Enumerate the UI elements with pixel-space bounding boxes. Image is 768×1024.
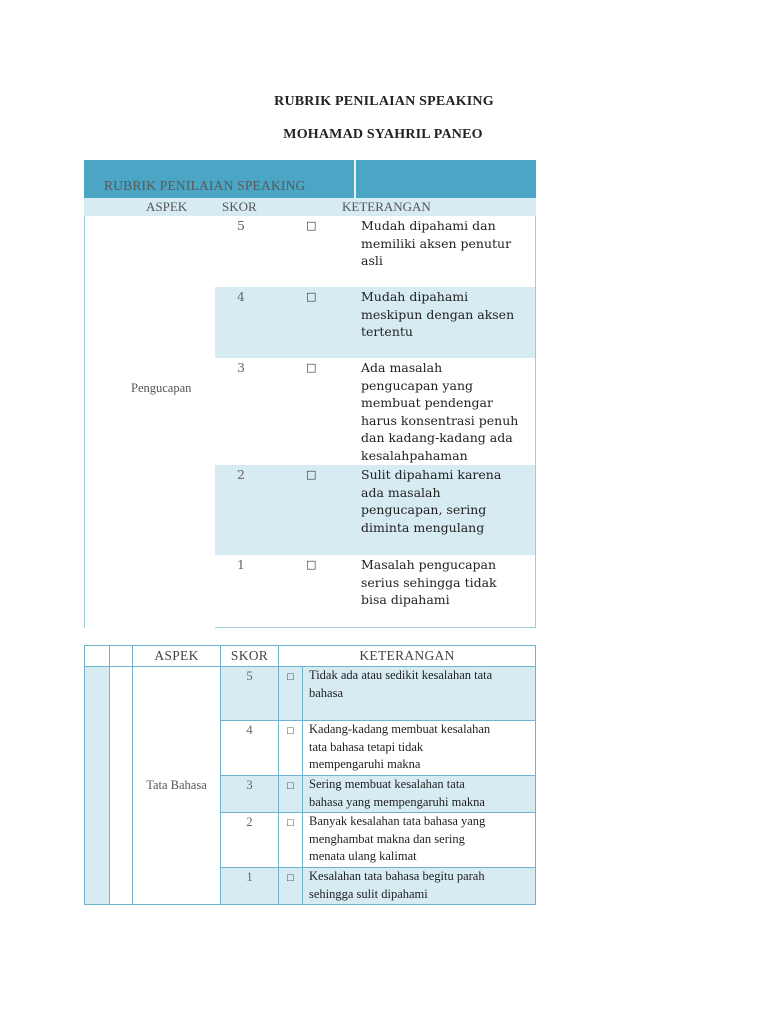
rubric-table-pengucapan (84, 160, 536, 628)
checkbox-icon: □ (306, 219, 317, 232)
table-row (215, 287, 536, 358)
keterangan-text: Mudah dipahami meskipun dengan aksen tertentu (361, 289, 515, 340)
keterangan-text: Kesalahan tata bahasa begitu parah sehingga sulit dipahami (303, 868, 536, 905)
checkbox-icon: □ (279, 667, 303, 721)
aspek-column (84, 216, 216, 628)
table-row (215, 555, 536, 627)
table-header-bar (84, 160, 536, 198)
skor-value: 4 (221, 721, 279, 776)
rubric-table-tata-bahasa (84, 645, 536, 905)
table-border-bottom (215, 627, 536, 628)
table-header-label: RUBRIK PENILAIAN SPEAKING (104, 178, 306, 193)
table-row (215, 216, 536, 287)
checkbox-icon: □ (279, 813, 303, 868)
keterangan-text: Kadang-kadang membuat kesalahan tata bahasa tetapi tidak mempengaruhi makna (303, 721, 536, 776)
skor-value: 1 (221, 868, 279, 905)
document-title: RUBRIK PENILAIAN SPEAKING (274, 94, 494, 109)
column-header-row (85, 646, 536, 667)
column-header-row (84, 198, 536, 216)
empty-cell (110, 667, 133, 905)
skor-value: 2 (221, 813, 279, 868)
keterangan-text: Mudah dipahami dan memiliki aksen penutur asli (361, 218, 512, 269)
document-author: MOHAMAD SYAHRIL PANEO (283, 127, 483, 142)
skor-value: 3 (237, 360, 245, 375)
empty-cell (85, 667, 110, 905)
column-header-keterangan: KETERANGAN (342, 199, 431, 214)
checkbox-icon: □ (306, 558, 317, 571)
skor-value: 4 (237, 289, 245, 304)
column-header-keterangan: KETERANGAN (279, 646, 536, 667)
checkbox-icon: □ (306, 361, 317, 374)
column-header-aspek: ASPEK (146, 199, 188, 214)
keterangan-text: Ada masalah pengucapan yang membuat pendengar harus konsentrasi penuh dan kadang-kadang ada kesalahpahaman (361, 360, 519, 463)
column-header-skor: SKOR (222, 199, 257, 214)
column-header-aspek: ASPEK (133, 646, 221, 667)
skor-value: 1 (237, 557, 245, 572)
header-divider (354, 160, 356, 198)
checkbox-icon: □ (279, 776, 303, 813)
aspek-label: Tata Bahasa (133, 667, 221, 905)
table-row (215, 465, 536, 555)
checkbox-icon: □ (306, 290, 317, 303)
checkbox-icon: □ (279, 721, 303, 776)
keterangan-text: Sering membuat kesalahan tata bahasa yang mempengaruhi makna (303, 776, 536, 813)
table-row (215, 358, 536, 465)
column-header-skor: SKOR (221, 646, 279, 667)
skor-value: 5 (221, 667, 279, 721)
checkbox-icon: □ (306, 468, 317, 481)
table-border-right (535, 216, 536, 628)
skor-value: 3 (221, 776, 279, 813)
skor-value: 2 (237, 467, 245, 482)
keterangan-text: Masalah pengucapan serius sehingga tidak bisa dipahami (361, 557, 497, 608)
checkbox-icon: □ (279, 868, 303, 905)
empty-header-cell (85, 646, 110, 667)
empty-header-cell (110, 646, 133, 667)
keterangan-text: Sulit dipahami karena ada masalah pengucapan, sering diminta mengulang (361, 467, 502, 535)
skor-value: 5 (237, 218, 245, 233)
keterangan-text: Tidak ada atau sedikit kesalahan tata bahasa (303, 667, 536, 721)
table-row (85, 667, 536, 721)
aspek-label: Pengucapan (131, 381, 192, 395)
keterangan-text: Banyak kesalahan tata bahasa yang menghambat makna dan sering menata ulang kalimat (303, 813, 536, 868)
